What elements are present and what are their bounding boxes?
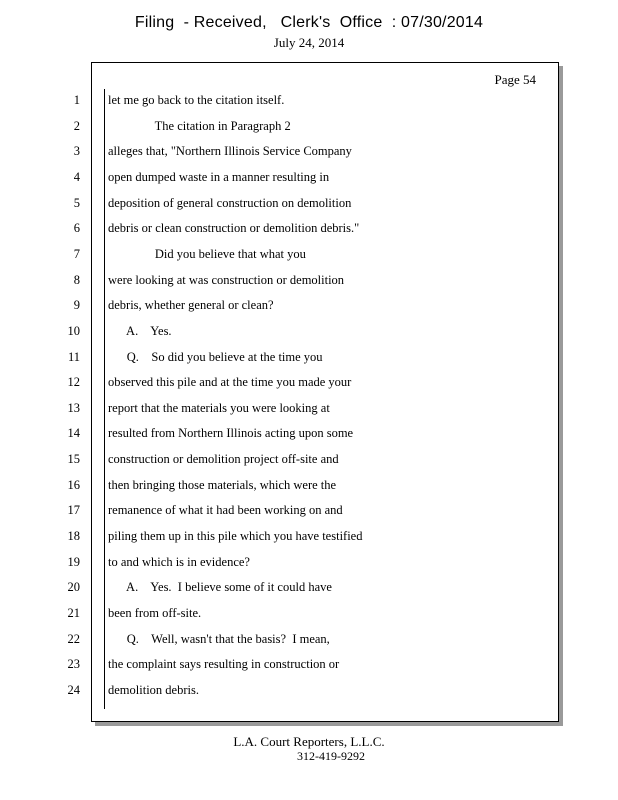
line-number: 17	[67, 503, 80, 518]
line-text: piling them up in this pile which you have testified	[108, 529, 363, 544]
line-text: been from off-site.	[108, 606, 202, 620]
transcript-line	[0, 426, 618, 446]
line-text: then bringing those materials, which were the	[108, 477, 337, 492]
page-number: Page 54	[494, 72, 536, 87]
line-text: let me go back to the citation itself.	[108, 93, 285, 107]
reporter-company: L.A. Court Reporters, L.L.C.	[233, 734, 385, 749]
transcript-line	[0, 555, 618, 575]
line-number: 2	[73, 118, 80, 133]
line-text: report that the materials you were looking at	[108, 400, 330, 415]
transcript-line	[0, 170, 618, 190]
transcript-date: July 24, 2014	[273, 35, 345, 50]
line-number: 21	[67, 606, 80, 620]
filing-stamp: Filing - Received, Clerk's Office : 07/30/2014	[134, 14, 484, 31]
line-text: to and which is in evidence?	[108, 554, 250, 569]
transcript-line	[0, 375, 618, 395]
line-number: 5	[73, 195, 80, 210]
transcript-line	[0, 401, 618, 421]
line-text: deposition of general construction on demolition	[108, 195, 352, 210]
line-number: 9	[73, 298, 80, 313]
line-number: 11	[67, 349, 80, 364]
transcript-line	[0, 196, 618, 216]
line-text: were looking at was construction or demolition	[108, 272, 345, 287]
transcript-line	[0, 298, 618, 318]
line-text: the complaint says resulting in construction or	[108, 657, 340, 672]
line-text: resulted from Northern Illinois acting upon some	[108, 426, 354, 441]
transcript-line	[0, 580, 618, 600]
line-number: 16	[67, 477, 80, 492]
line-number: 4	[73, 169, 80, 184]
line-text: debris or clean construction or demolition debris."	[108, 221, 360, 236]
reporter-phone: 312-419-9292	[297, 749, 365, 763]
line-number: 19	[67, 554, 80, 569]
transcript-line	[0, 632, 618, 652]
line-text: The citation in Paragraph 2	[108, 118, 291, 133]
line-text: open dumped waste in a manner resulting in	[108, 169, 330, 184]
transcript-line	[0, 478, 618, 498]
transcript-line	[0, 529, 618, 549]
line-text: demolition debris.	[108, 682, 199, 697]
transcript-line	[0, 119, 618, 139]
transcript-line	[0, 93, 618, 113]
line-number: 6	[73, 221, 80, 236]
line-number: 13	[67, 400, 80, 415]
transcript-line	[0, 606, 618, 626]
line-number: 12	[67, 375, 80, 390]
line-text: construction or demolition project off-site and	[108, 452, 339, 467]
line-text: Did you believe that what you	[108, 246, 306, 261]
line-number: 18	[67, 529, 80, 544]
line-number: 24	[67, 682, 80, 697]
line-number: 22	[67, 631, 80, 646]
transcript-line	[0, 683, 618, 703]
line-text: remanence of what it had been working on and	[108, 503, 343, 518]
line-number: 3	[73, 144, 80, 159]
transcript-line	[0, 503, 618, 523]
line-text: alleges that, "Northern Illinois Service Company	[108, 144, 352, 159]
transcript-line	[0, 221, 618, 241]
transcript-line	[0, 350, 618, 370]
line-number: 20	[67, 580, 80, 595]
transcript-line	[0, 452, 618, 472]
line-text: debris, whether general or clean?	[108, 298, 274, 313]
line-number: 1	[73, 93, 80, 107]
line-number: 15	[67, 452, 80, 467]
transcript-line	[0, 657, 618, 677]
line-number: 7	[73, 246, 80, 261]
line-text: A. Yes. I believe some of it could have	[108, 580, 332, 595]
line-text: Q. So did you believe at the time you	[108, 349, 323, 364]
line-text: A. Yes.	[108, 323, 172, 338]
line-number: 10	[67, 323, 80, 338]
transcript-line	[0, 324, 618, 344]
line-number: 8	[73, 272, 80, 287]
line-text: observed this pile and at the time you made your	[108, 375, 352, 390]
transcript-line	[0, 273, 618, 293]
line-text: Q. Well, wasn't that the basis? I mean,	[108, 631, 330, 646]
line-number: 23	[67, 657, 80, 672]
line-number: 14	[67, 426, 80, 441]
transcript-line	[0, 144, 618, 164]
transcript-line	[0, 247, 618, 267]
